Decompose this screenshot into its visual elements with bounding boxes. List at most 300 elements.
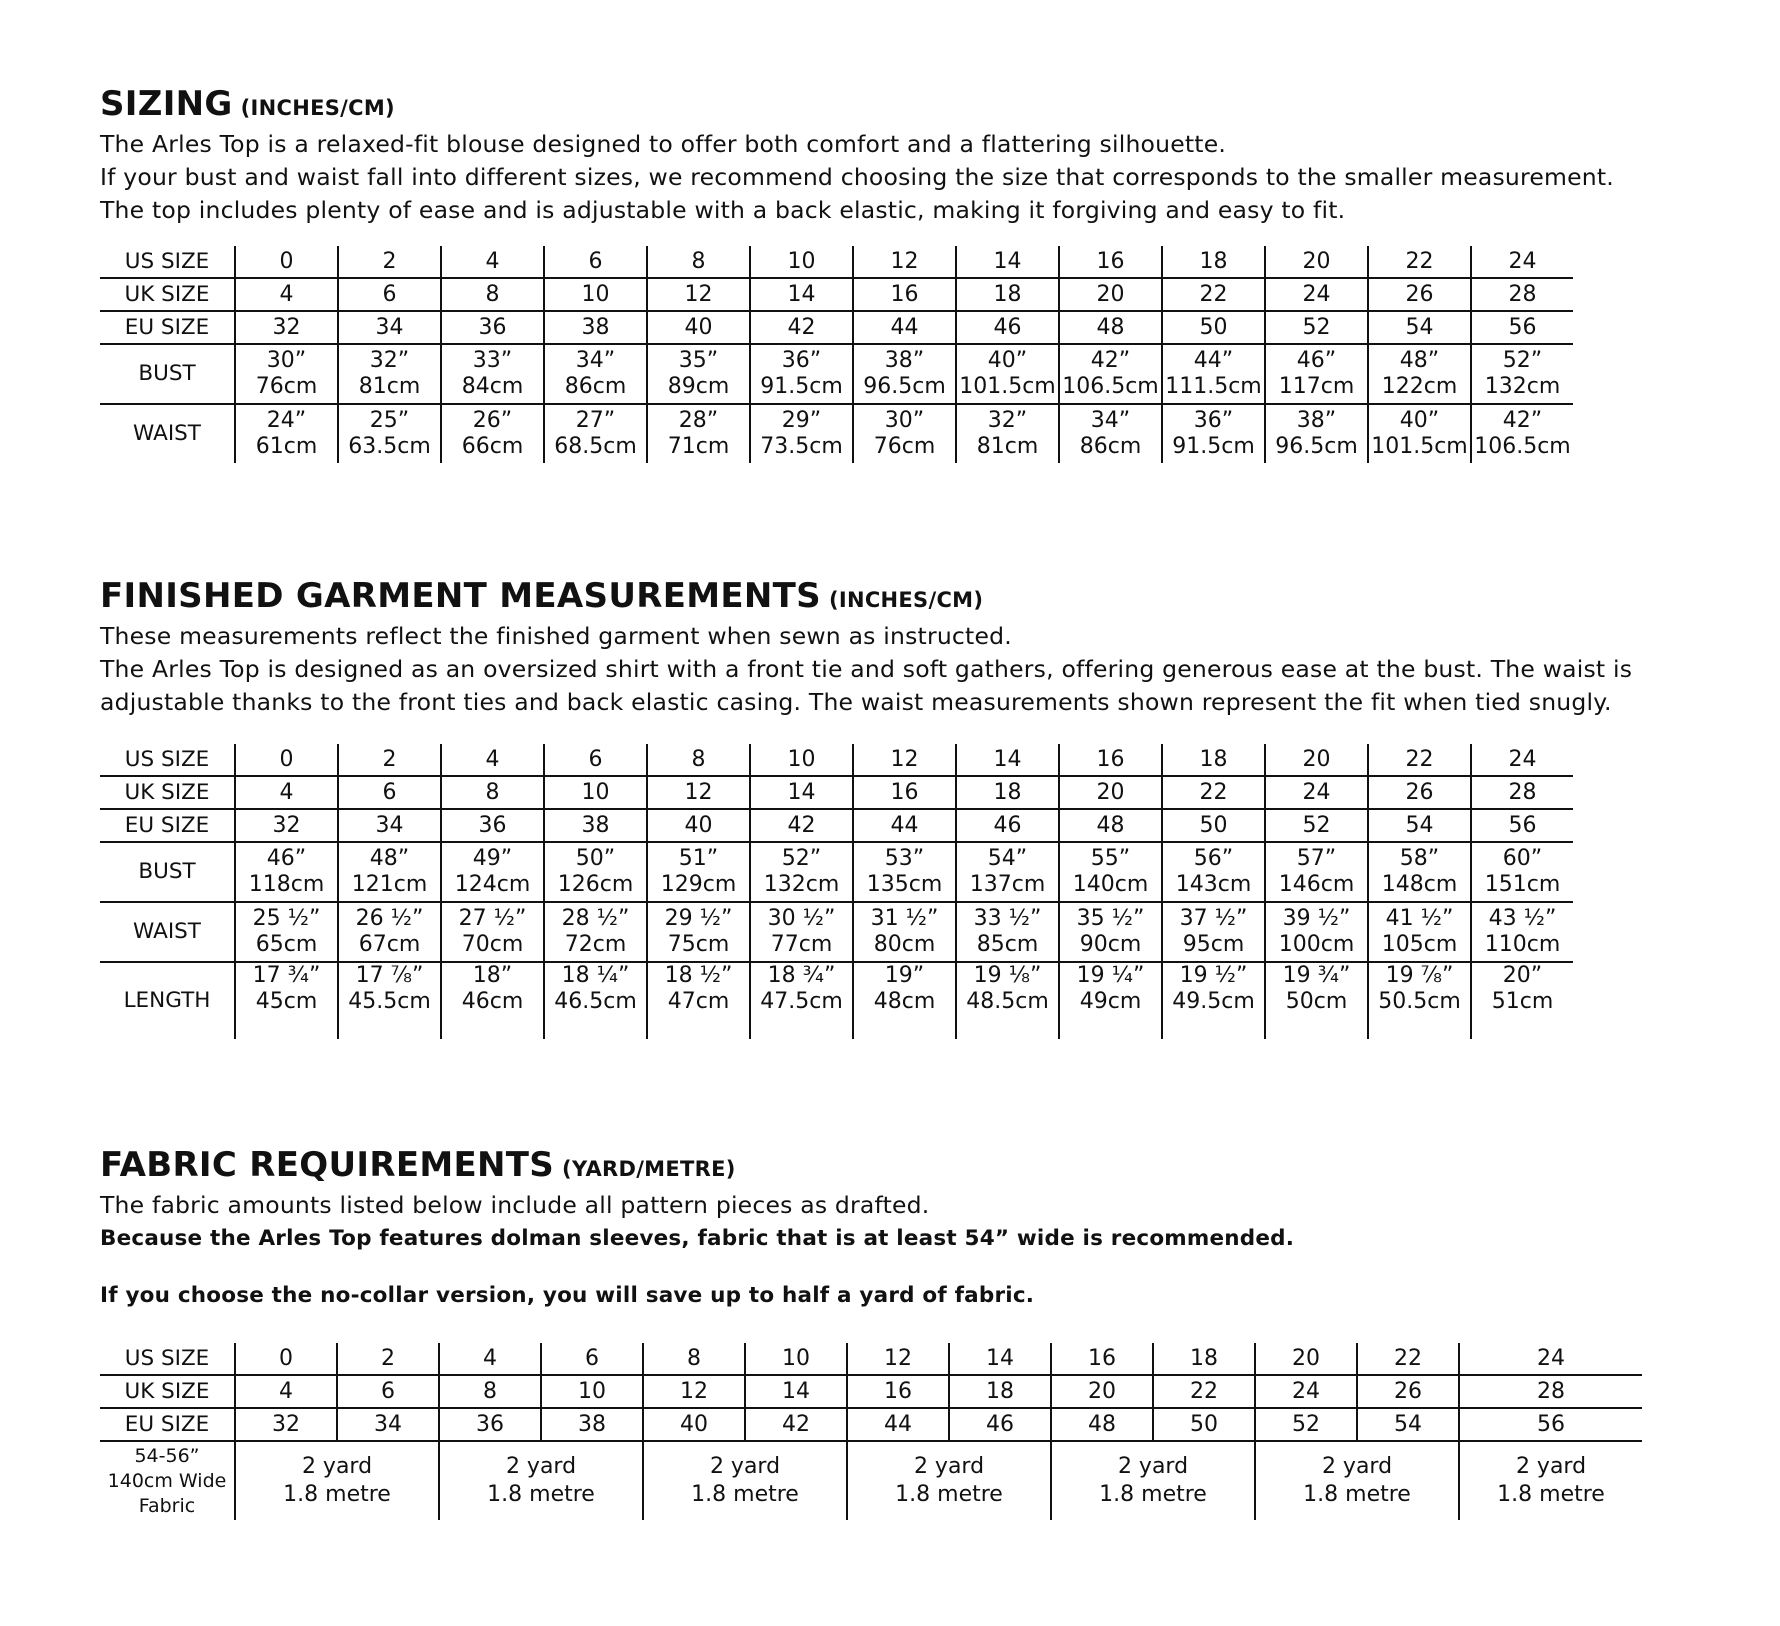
uk-size-cell: 6 [337,1375,439,1408]
us-size-cell: 22 [1357,1343,1459,1375]
waist-cm: 67cm [358,932,421,957]
eu-size-cell: 56 [1459,1408,1642,1441]
fabric-amount-cell [1051,1441,1255,1520]
bust-cell [441,344,544,404]
bust-cell [956,344,1059,404]
fabric-amount-cell [1459,1441,1642,1520]
waist-cm: 81cm [976,434,1039,459]
bust-cell [235,344,338,404]
bust-cm: 132cm [763,872,840,897]
eu-size-cell: 56 [1471,809,1573,842]
waist-cm: 76cm [873,434,936,459]
bust-cm: 137cm [969,872,1046,897]
bust-inches: 54” [987,846,1028,871]
waist-cm: 90cm [1079,932,1142,957]
fabric-width-label [100,1441,235,1520]
sizing-unit: (INCHES/CM) [240,96,395,120]
waist-cell [647,902,750,962]
us-size-cell: 4 [439,1343,541,1375]
bust-cm: 135cm [866,872,943,897]
waist-cell [544,404,647,463]
bust-cell [1471,842,1573,902]
finished-title [100,576,1632,620]
waist-inches: 42” [1502,408,1543,433]
row-label: US SIZE [100,744,235,776]
us-size-cell: 24 [1459,1343,1642,1375]
length-cell [338,962,441,1039]
bust-cell [1471,344,1573,404]
length-cell [1265,962,1368,1039]
waist-cm: 95cm [1182,932,1245,957]
length-cm: 46.5cm [554,989,637,1014]
uk-size-cell: 18 [956,776,1059,809]
waist-cell [441,404,544,463]
uk-size-cell: 16 [847,1375,949,1408]
waist-inches: 28” [678,408,719,433]
waist-inches: 26 ½” [355,906,424,931]
fabric-metre: 1.8 metre [1497,1482,1605,1507]
bust-inches: 32” [369,348,410,373]
uk-size-cell: 6 [338,776,441,809]
fabric-metre: 1.8 metre [283,1482,391,1507]
waist-inches: 36” [1193,408,1234,433]
bust-inches: 48” [1399,348,1440,373]
waist-cell [956,404,1059,463]
length-cell [956,962,1059,1039]
bust-cm: 86cm [564,374,627,399]
waist-cell [1059,404,1162,463]
waist-cell [750,404,853,463]
row-label: US SIZE [100,246,235,278]
us-size-cell: 0 [235,1343,337,1375]
table-row [100,1343,1642,1375]
eu-size-cell: 40 [647,809,750,842]
waist-cm: 77cm [770,932,833,957]
length-cm: 47cm [667,989,730,1014]
length-cell [853,962,956,1039]
bust-cell [441,842,544,902]
fabric-note: Because the Arles Top features dolman sleeves, fabric that is at least 54” wide is recommended. [100,1226,1295,1251]
us-size-cell: 14 [949,1343,1051,1375]
bust-inches: 35” [678,348,719,373]
waist-inches: 30 ½” [767,906,836,931]
bust-inches: 56” [1193,846,1234,871]
uk-size-cell: 20 [1059,278,1162,311]
bust-cm: 91.5cm [760,374,843,399]
uk-size-cell: 12 [647,278,750,311]
waist-cm: 71cm [667,434,730,459]
length-cm: 45.5cm [348,989,431,1014]
length-inches: 17 ⅞” [355,963,424,988]
length-cm: 50.5cm [1378,989,1461,1014]
row-label: WAIST [100,902,235,962]
bust-inches: 55” [1090,846,1131,871]
waist-cm: 91.5cm [1172,434,1255,459]
finished-table-wrap [100,744,1573,1039]
waist-cm: 61cm [255,434,318,459]
bust-cell [235,842,338,902]
bust-inches: 60” [1502,846,1543,871]
eu-size-cell: 46 [949,1408,1051,1441]
fabric-yard: 2 yard [301,1454,373,1479]
uk-size-cell: 14 [750,776,853,809]
eu-size-cell: 44 [853,809,956,842]
fabric-note: If you choose the no-collar version, you will save up to half a yard of fabric. [100,1283,1035,1308]
table-row [100,1441,1642,1520]
uk-size-cell: 8 [441,278,544,311]
uk-size-cell: 12 [647,776,750,809]
bust-cell [647,344,750,404]
uk-size-cell: 26 [1368,776,1471,809]
waist-cell [750,902,853,962]
uk-size-cell: 22 [1153,1375,1255,1408]
table-row [100,311,1573,344]
bust-cell [1368,842,1471,902]
us-size-cell: 18 [1162,744,1265,776]
uk-size-cell: 24 [1265,776,1368,809]
length-inches: 18” [472,963,513,988]
waist-cm: 66cm [461,434,524,459]
us-size-cell: 14 [956,744,1059,776]
waist-inches: 31 ½” [870,906,939,931]
bust-cm: 101.5cm [959,374,1056,399]
eu-size-cell: 52 [1255,1408,1357,1441]
bust-inches: 51” [678,846,719,871]
eu-size-cell: 38 [544,809,647,842]
bust-cell [544,842,647,902]
waist-cell [1471,404,1573,463]
bust-cell [853,842,956,902]
eu-size-cell: 48 [1059,809,1162,842]
fabric-yard: 2 yard [709,1454,781,1479]
length-inches: 17 ¾” [252,963,321,988]
eu-size-cell: 44 [853,311,956,344]
bust-cell [544,344,647,404]
row-label: LENGTH [123,988,211,1013]
length-cm: 50cm [1285,989,1348,1014]
finished-table [100,744,1573,1039]
waist-inches: 40” [1399,408,1440,433]
bust-cell [750,842,853,902]
waist-cm: 75cm [667,932,730,957]
eu-size-cell: 34 [337,1408,439,1441]
uk-size-cell: 4 [235,776,338,809]
waist-cm: 63.5cm [348,434,431,459]
table-row [100,902,1573,962]
finished-paragraph: The Arles Top is designed as an oversized shirt with a front tie and soft gathers, offering generous ease at the bust. The waist is [100,655,1633,683]
length-cell [1162,962,1265,1039]
bust-cell [1162,842,1265,902]
length-cm: 48.5cm [966,989,1049,1014]
row-label: EU SIZE [100,809,235,842]
waist-cm: 106.5cm [1474,434,1571,459]
eu-size-cell: 54 [1368,809,1471,842]
bust-cm: 126cm [557,872,634,897]
uk-size-cell: 6 [338,278,441,311]
bust-inches: 33” [472,348,513,373]
fabric-amount-cell [235,1441,439,1520]
waist-cm: 80cm [873,932,936,957]
waist-cm: 72cm [564,932,627,957]
bust-cm: 122cm [1381,374,1458,399]
fabric-amount-cell [439,1441,643,1520]
us-size-cell: 4 [441,744,544,776]
table-row [100,246,1573,278]
table-row [100,776,1573,809]
sizing-heading: SIZING [100,84,233,124]
eu-size-cell: 32 [235,1408,337,1441]
uk-size-cell: 14 [745,1375,847,1408]
length-cm: 48cm [873,989,936,1014]
eu-size-cell: 44 [847,1408,949,1441]
bust-cm: 117cm [1278,374,1355,399]
bust-cm: 118cm [248,872,325,897]
fabric-metre: 1.8 metre [1303,1482,1411,1507]
waist-cell [1265,902,1368,962]
bust-cm: 89cm [667,374,730,399]
waist-inches: 39 ½” [1282,906,1351,931]
bust-cell [750,344,853,404]
us-size-cell: 8 [643,1343,745,1375]
uk-size-cell: 10 [544,278,647,311]
bust-inches: 34” [575,348,616,373]
waist-cell [1059,902,1162,962]
waist-inches: 27” [575,408,616,433]
eu-size-cell: 34 [338,809,441,842]
bust-cell [1265,344,1368,404]
bust-inches: 40” [987,348,1028,373]
waist-cell [956,902,1059,962]
fabric-metre: 1.8 metre [691,1482,799,1507]
fabric-heading: FABRIC REQUIREMENTS [100,1145,555,1185]
bust-cell [956,842,1059,902]
uk-size-cell: 10 [544,776,647,809]
us-size-cell: 24 [1471,246,1573,278]
bust-cell [1059,842,1162,902]
uk-size-cell: 20 [1051,1375,1153,1408]
us-size-cell: 22 [1368,744,1471,776]
finished-section [100,576,1632,719]
uk-size-cell: 10 [541,1375,643,1408]
uk-size-cell: 18 [949,1375,1051,1408]
waist-inches: 26” [472,408,513,433]
eu-size-cell: 50 [1162,311,1265,344]
waist-cell [441,902,544,962]
us-size-cell: 20 [1265,246,1368,278]
us-size-cell: 16 [1059,246,1162,278]
length-cm: 49.5cm [1172,989,1255,1014]
fabric-label-line: 140cm Wide [107,1469,227,1492]
eu-size-cell: 42 [750,809,853,842]
bust-cm: 81cm [358,374,421,399]
fabric-section [100,1145,1294,1312]
eu-size-cell: 38 [544,311,647,344]
waist-cm: 65cm [255,932,318,957]
uk-size-cell: 16 [853,278,956,311]
us-size-cell: 2 [337,1343,439,1375]
bust-cell [338,344,441,404]
waist-cm: 100cm [1278,932,1355,957]
waist-inches: 38” [1296,408,1337,433]
waist-inches: 34” [1090,408,1131,433]
fabric-amount-cell [1255,1441,1459,1520]
table-row [100,809,1573,842]
waist-cell [1162,404,1265,463]
uk-size-cell: 4 [235,1375,337,1408]
us-size-cell: 6 [541,1343,643,1375]
eu-size-cell: 48 [1051,1408,1153,1441]
bust-inches: 38” [884,348,925,373]
waist-inches: 25 ½” [252,906,321,931]
waist-inches: 27 ½” [458,906,527,931]
waist-cell [853,902,956,962]
bust-inches: 50” [575,846,616,871]
length-inches: 19 ¼” [1076,963,1145,988]
row-label: UK SIZE [100,776,235,809]
fabric-amount-cell [643,1441,847,1520]
us-size-cell: 20 [1265,744,1368,776]
length-inches: 18 ¼” [561,963,630,988]
row-label: BUST [100,344,235,404]
fabric-yard: 2 yard [505,1454,577,1479]
bust-inches: 52” [781,846,822,871]
eu-size-cell: 42 [750,311,853,344]
us-size-cell: 0 [235,246,338,278]
length-inches: 20” [1502,963,1543,988]
uk-size-cell: 24 [1265,278,1368,311]
bust-cm: 121cm [351,872,428,897]
eu-size-cell: 48 [1059,311,1162,344]
finished-heading: FINISHED GARMENT MEASUREMENTS [100,576,821,616]
bust-cell [338,842,441,902]
us-size-cell: 16 [1051,1343,1153,1375]
fabric-metre: 1.8 metre [895,1482,1003,1507]
uk-size-cell: 26 [1357,1375,1459,1408]
us-size-cell: 8 [647,744,750,776]
bust-cm: 106.5cm [1062,374,1159,399]
eu-size-cell: 40 [643,1408,745,1441]
bust-inches: 42” [1090,348,1131,373]
waist-cm: 73.5cm [760,434,843,459]
eu-size-cell: 32 [235,809,338,842]
row-label: US SIZE [100,1343,235,1375]
waist-cm: 85cm [976,932,1039,957]
eu-size-cell: 46 [956,809,1059,842]
fabric-yard: 2 yard [1321,1454,1393,1479]
table-row [100,344,1573,404]
bust-inches: 49” [472,846,513,871]
uk-size-cell: 28 [1471,278,1573,311]
table-row [100,842,1573,902]
waist-cm: 70cm [461,932,524,957]
eu-size-cell: 38 [541,1408,643,1441]
bust-cm: 111.5cm [1165,374,1262,399]
fabric-yard: 2 yard [913,1454,985,1479]
waist-cell [235,404,338,463]
row-label: WAIST [133,421,201,446]
length-cell [1368,962,1471,1039]
us-size-cell: 18 [1162,246,1265,278]
us-size-cell: 16 [1059,744,1162,776]
waist-cell [338,902,441,962]
waist-cm: 96.5cm [1275,434,1358,459]
uk-size-cell: 14 [750,278,853,311]
length-cell [235,962,338,1039]
table-row [100,1408,1642,1441]
length-cm: 51cm [1491,989,1554,1014]
eu-size-cell: 54 [1368,311,1471,344]
fabric-unit: (YARD/METRE) [562,1157,736,1181]
waist-inches: 29” [781,408,822,433]
us-size-cell: 12 [853,744,956,776]
us-size-cell: 10 [750,744,853,776]
length-cell [441,962,544,1039]
us-size-cell: 18 [1153,1343,1255,1375]
bust-cm: 151cm [1484,872,1561,897]
us-size-cell: 2 [338,246,441,278]
length-cm: 47.5cm [760,989,843,1014]
bust-cm: 124cm [454,872,531,897]
length-inches: 19 ½” [1179,963,1248,988]
waist-inches: 33 ½” [973,906,1042,931]
uk-size-cell: 22 [1162,776,1265,809]
waist-cell [1162,902,1265,962]
bust-cell [1368,344,1471,404]
fabric-yard: 2 yard [1515,1454,1587,1479]
us-size-cell: 12 [853,246,956,278]
waist-cell [1265,404,1368,463]
eu-size-cell: 32 [235,311,338,344]
fabric-yard: 2 yard [1117,1454,1189,1479]
uk-size-cell: 24 [1255,1375,1357,1408]
bust-cm: 96.5cm [863,374,946,399]
bust-cm: 140cm [1072,872,1149,897]
length-cell [1059,962,1162,1039]
table-row [100,962,1573,1039]
fabric-amount-cell [847,1441,1051,1520]
waist-cell [235,902,338,962]
us-size-cell: 6 [544,246,647,278]
eu-size-cell: 42 [745,1408,847,1441]
waist-cell [1368,902,1471,962]
eu-size-cell: 50 [1153,1408,1255,1441]
eu-size-cell: 46 [956,311,1059,344]
waist-inches: 24” [266,408,307,433]
bust-cm: 143cm [1175,872,1252,897]
bust-cell [1162,344,1265,404]
waist-inches: 25” [369,408,410,433]
us-size-cell: 24 [1471,744,1573,776]
bust-cell [647,842,750,902]
waist-cm: 105cm [1381,932,1458,957]
length-inches: 19” [884,963,925,988]
row-label: EU SIZE [100,311,235,344]
bust-inches: 30” [266,348,307,373]
row-label: EU SIZE [100,1408,235,1441]
length-cm: 46cm [461,989,524,1014]
uk-size-cell: 4 [235,278,338,311]
fabric-metre: 1.8 metre [487,1482,595,1507]
table-row [100,1375,1642,1408]
sizing-paragraph: The Arles Top is a relaxed-fit blouse designed to offer both comfort and a flattering silhouette. [100,130,1227,158]
fabric-title [100,1145,1294,1189]
bust-inches: 36” [781,348,822,373]
waist-inches: 37 ½” [1179,906,1248,931]
bust-cm: 148cm [1381,872,1458,897]
uk-size-cell: 12 [643,1375,745,1408]
fabric-label-line: 54-56” [134,1444,200,1467]
waist-cm: 68.5cm [554,434,637,459]
